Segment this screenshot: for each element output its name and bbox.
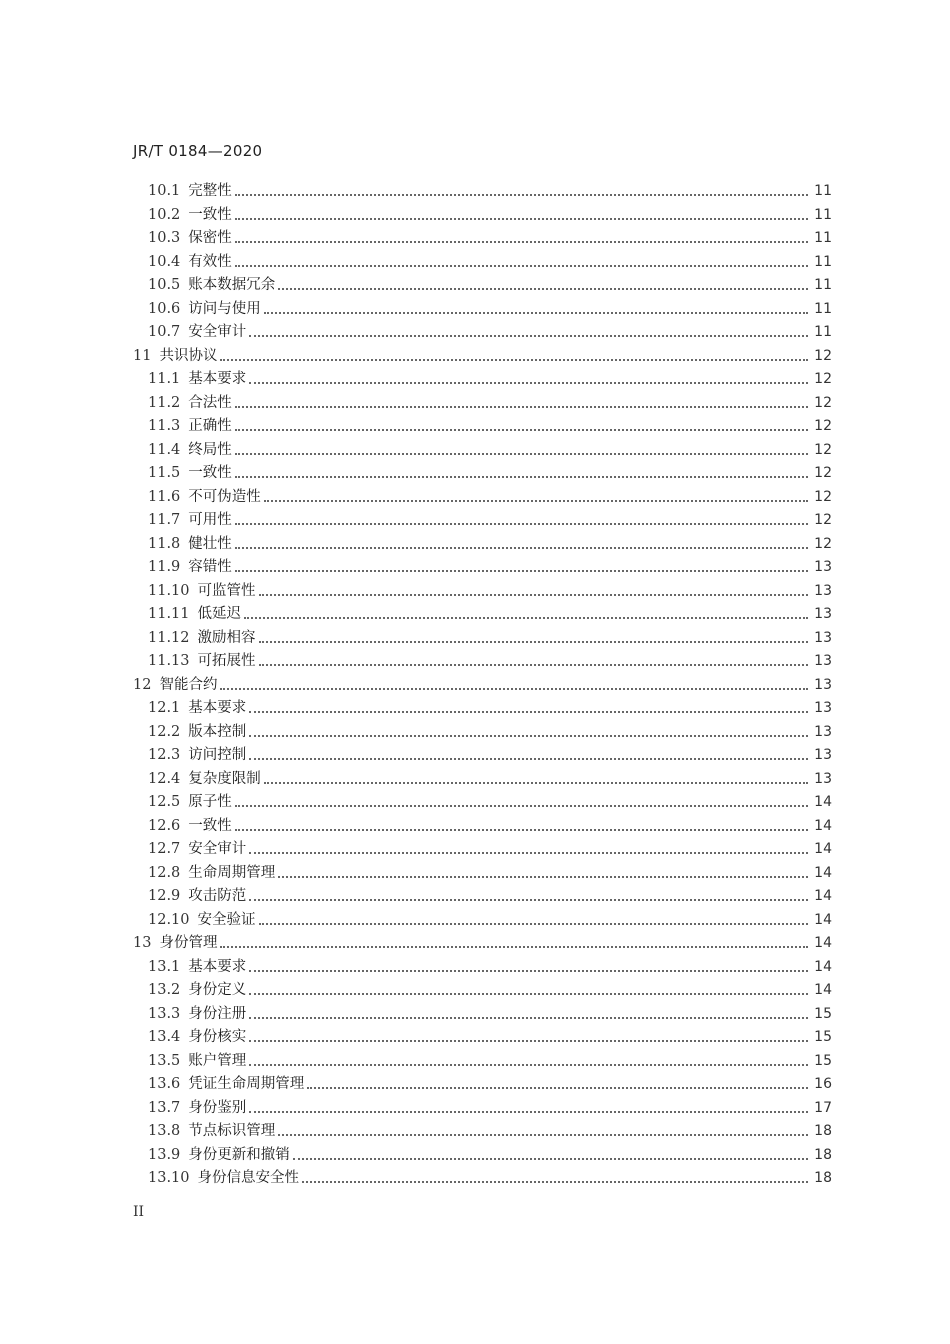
toc-entry[interactable] bbox=[0, 627, 950, 649]
toc-entry-title: 基本要求 bbox=[188, 371, 247, 387]
toc-entry-page: 12 bbox=[814, 488, 832, 505]
toc-entry[interactable] bbox=[0, 768, 950, 790]
toc-leader-dots bbox=[249, 1040, 808, 1042]
toc-entry-page: 14 bbox=[814, 794, 832, 810]
toc-leader-dots bbox=[235, 453, 808, 455]
toc-entry-number: 11.1 bbox=[148, 371, 181, 387]
toc-entry-title: 攻击防范 bbox=[188, 888, 247, 904]
toc-entry-number: 11.4 bbox=[148, 441, 181, 458]
toc-entry-title: 基本要求 bbox=[188, 958, 247, 975]
toc-entry-number: 13.1 bbox=[148, 958, 181, 975]
toc-entry-page: 11 bbox=[814, 253, 832, 270]
toc-entry-page: 12 bbox=[814, 394, 832, 411]
toc-entry-title: 访问控制 bbox=[188, 747, 247, 763]
toc-entry-title: 不可伪造性 bbox=[188, 488, 261, 505]
toc-entry-title: 共识协议 bbox=[159, 347, 218, 364]
toc-leader-dots bbox=[264, 782, 808, 784]
toc-entry-page: 13 bbox=[814, 723, 832, 740]
toc-entry-title: 可用性 bbox=[188, 512, 232, 528]
toc-entry-number: 12.5 bbox=[148, 794, 181, 810]
toc-entry-number: 12.2 bbox=[148, 723, 181, 740]
toc-leader-dots bbox=[220, 359, 808, 361]
toc-entry-number: 13.4 bbox=[148, 1029, 181, 1045]
toc-entry-page: 18 bbox=[814, 1170, 832, 1186]
toc-entry[interactable] bbox=[0, 392, 950, 414]
toc-leader-dots bbox=[235, 241, 808, 243]
toc-entry-number: 12.3 bbox=[148, 747, 181, 763]
toc-entry-number: 10.7 bbox=[148, 324, 181, 340]
toc-leader-dots bbox=[259, 594, 808, 596]
toc-leader-dots bbox=[249, 1064, 808, 1066]
toc-entry[interactable] bbox=[0, 956, 950, 978]
toc-entry-page: 14 bbox=[814, 864, 832, 881]
toc-entry-title: 身份管理 bbox=[159, 935, 218, 951]
toc-leader-dots bbox=[259, 923, 808, 925]
toc-entry[interactable] bbox=[0, 1167, 950, 1189]
toc-entry[interactable] bbox=[0, 204, 950, 226]
toc-entry-title: 激励相容 bbox=[197, 629, 256, 646]
toc-entry[interactable] bbox=[0, 932, 950, 954]
toc-entry-title: 版本控制 bbox=[188, 723, 247, 740]
toc-entry-number: 11.10 bbox=[148, 582, 190, 599]
toc-leader-dots bbox=[249, 970, 808, 972]
toc-entry[interactable] bbox=[0, 509, 950, 531]
toc-entry-page: 12 bbox=[814, 371, 832, 387]
toc-entry-title: 账户管理 bbox=[188, 1052, 247, 1069]
toc-entry-title: 智能合约 bbox=[159, 676, 218, 693]
toc-entry-number: 11.3 bbox=[148, 418, 181, 434]
toc-entry-number: 10.2 bbox=[148, 206, 181, 223]
toc-entry[interactable] bbox=[0, 274, 950, 296]
toc-entry-title: 复杂度限制 bbox=[188, 770, 261, 787]
toc-entry-title: 一致性 bbox=[188, 206, 232, 223]
toc-leader-dots bbox=[264, 500, 808, 502]
toc-entry-page: 13 bbox=[814, 559, 832, 575]
toc-entry-page: 15 bbox=[814, 1029, 832, 1045]
toc-entry-number: 12.1 bbox=[148, 700, 181, 716]
toc-leader-dots bbox=[278, 876, 808, 878]
toc-entry-title: 完整性 bbox=[188, 183, 232, 199]
toc-leader-dots bbox=[259, 641, 808, 643]
toc-leader-dots bbox=[249, 852, 808, 854]
toc-leader-dots bbox=[235, 265, 808, 267]
toc-leader-dots bbox=[249, 735, 808, 737]
toc-entry[interactable] bbox=[0, 697, 950, 719]
toc-entry-page: 11 bbox=[814, 300, 832, 317]
toc-entry-number: 12.6 bbox=[148, 817, 181, 834]
toc-entry-page: 14 bbox=[814, 958, 832, 975]
toc-entry[interactable] bbox=[0, 1050, 950, 1072]
toc-leader-dots bbox=[249, 382, 808, 384]
toc-entry[interactable] bbox=[0, 227, 950, 249]
toc-entry[interactable] bbox=[0, 251, 950, 273]
toc-entry-title: 身份注册 bbox=[188, 1005, 247, 1022]
toc-entry-title: 访问与使用 bbox=[188, 300, 261, 317]
toc-entry-page: 13 bbox=[814, 653, 832, 669]
toc-leader-dots bbox=[249, 1111, 808, 1113]
toc-entry-number: 13.7 bbox=[148, 1099, 181, 1116]
toc-entry[interactable] bbox=[0, 744, 950, 766]
toc-leader-dots bbox=[249, 1017, 808, 1019]
toc-entry-page: 17 bbox=[814, 1099, 832, 1116]
toc-leader-dots bbox=[244, 617, 808, 619]
toc-entry-title: 节点标识管理 bbox=[188, 1123, 276, 1139]
toc-entry-number: 11.9 bbox=[148, 559, 181, 575]
toc-entry-number: 13.2 bbox=[148, 982, 181, 998]
toc-entry-number: 13.3 bbox=[148, 1005, 181, 1022]
toc-entry-number: 11.6 bbox=[148, 488, 181, 505]
toc-entry-number: 10.3 bbox=[148, 230, 181, 246]
toc-entry-page: 18 bbox=[814, 1146, 832, 1163]
toc-leader-dots bbox=[235, 194, 808, 196]
toc-entry-number: 13.6 bbox=[148, 1076, 181, 1092]
toc-entry-number: 11.13 bbox=[148, 653, 190, 669]
toc-entry-page: 11 bbox=[814, 206, 832, 223]
toc-leader-dots bbox=[302, 1181, 808, 1183]
page-number: II bbox=[133, 1204, 145, 1220]
toc-leader-dots bbox=[249, 335, 808, 337]
toc-entry-page: 12 bbox=[814, 347, 832, 364]
toc-entry-number: 13.8 bbox=[148, 1123, 181, 1139]
toc-entry-title: 原子性 bbox=[188, 794, 232, 810]
toc-entry-title: 容错性 bbox=[188, 559, 232, 575]
toc-entry[interactable] bbox=[0, 603, 950, 625]
toc-entry-number: 10.5 bbox=[148, 277, 181, 293]
toc-leader-dots bbox=[235, 570, 808, 572]
toc-entry-page: 13 bbox=[814, 606, 832, 622]
toc-entry-title: 可拓展性 bbox=[197, 653, 256, 669]
toc-entry-title: 一致性 bbox=[188, 817, 232, 834]
toc-leader-dots bbox=[278, 288, 808, 290]
toc-entry[interactable] bbox=[0, 1003, 950, 1025]
toc-entry[interactable] bbox=[0, 1073, 950, 1095]
toc-entry-page: 12 bbox=[814, 535, 832, 552]
toc-entry-title: 合法性 bbox=[188, 394, 232, 411]
toc-entry-number: 10.1 bbox=[148, 183, 181, 199]
toc-leader-dots bbox=[235, 429, 808, 431]
toc-leader-dots bbox=[235, 805, 808, 807]
toc-entry-page: 15 bbox=[814, 1052, 832, 1069]
toc-leader-dots bbox=[293, 1158, 808, 1160]
toc-entry[interactable] bbox=[0, 462, 950, 484]
toc-entry[interactable] bbox=[0, 486, 950, 508]
toc-leader-dots bbox=[235, 476, 808, 478]
toc-entry-number: 12.7 bbox=[148, 841, 181, 857]
toc-entry[interactable] bbox=[0, 345, 950, 367]
toc-entry-title: 基本要求 bbox=[188, 700, 247, 716]
toc-entry-number: 12.9 bbox=[148, 888, 181, 904]
toc-leader-dots bbox=[249, 899, 808, 901]
toc-entry-number: 11.11 bbox=[148, 606, 190, 622]
toc-entry-page: 14 bbox=[814, 935, 832, 951]
toc-entry-page: 13 bbox=[814, 770, 832, 787]
toc-entry[interactable] bbox=[0, 650, 950, 672]
toc-leader-dots bbox=[249, 993, 808, 995]
toc-entry[interactable] bbox=[0, 439, 950, 461]
toc-entry[interactable] bbox=[0, 1026, 950, 1048]
toc-entry-page: 13 bbox=[814, 676, 832, 693]
toc-entry-page: 13 bbox=[814, 700, 832, 716]
toc-entry[interactable] bbox=[0, 815, 950, 837]
toc-leader-dots bbox=[259, 664, 808, 666]
toc-entry[interactable] bbox=[0, 415, 950, 437]
toc-entry-number: 13.5 bbox=[148, 1052, 181, 1069]
toc-entry[interactable] bbox=[0, 556, 950, 578]
toc-entry-number: 12.8 bbox=[148, 864, 181, 881]
toc-entry-title: 健壮性 bbox=[188, 535, 232, 552]
toc-entry-title: 正确性 bbox=[188, 418, 232, 434]
toc-entry[interactable] bbox=[0, 674, 950, 696]
toc-entry-title: 有效性 bbox=[188, 253, 232, 270]
toc-leader-dots bbox=[235, 406, 808, 408]
toc-leader-dots bbox=[249, 758, 808, 760]
toc-entry-number: 11.5 bbox=[148, 465, 181, 481]
toc-entry-page: 13 bbox=[814, 747, 832, 763]
toc-entry-title: 安全验证 bbox=[197, 911, 256, 928]
toc-entry[interactable] bbox=[0, 580, 950, 602]
toc-leader-dots bbox=[278, 1134, 808, 1136]
toc-entry[interactable] bbox=[0, 321, 950, 343]
toc-entry-title: 账本数据冗余 bbox=[188, 277, 276, 293]
toc-leader-dots bbox=[235, 523, 808, 525]
toc-entry-page: 14 bbox=[814, 982, 832, 998]
toc-leader-dots bbox=[220, 946, 808, 948]
toc-entry-page: 13 bbox=[814, 629, 832, 646]
toc-entry-title: 身份定义 bbox=[188, 982, 247, 998]
toc-entry-number: 11.12 bbox=[148, 629, 190, 646]
toc-entry[interactable] bbox=[0, 885, 950, 907]
toc-entry-title: 可监管性 bbox=[197, 582, 256, 599]
toc-entry-title: 安全审计 bbox=[188, 324, 247, 340]
toc-entry-page: 14 bbox=[814, 911, 832, 928]
toc-entry-page: 15 bbox=[814, 1005, 832, 1022]
toc-entry-number: 11.2 bbox=[148, 394, 181, 411]
toc-entry-title: 身份核实 bbox=[188, 1029, 247, 1045]
toc-entry-page: 12 bbox=[814, 441, 832, 458]
toc-entry-page: 16 bbox=[814, 1076, 832, 1092]
toc-entry-number: 13.10 bbox=[148, 1170, 190, 1186]
toc-entry-page: 11 bbox=[814, 277, 832, 293]
toc-entry-title: 低延迟 bbox=[197, 606, 242, 622]
toc-entry[interactable] bbox=[0, 838, 950, 860]
toc-leader-dots bbox=[235, 547, 808, 549]
toc-entry-page: 13 bbox=[814, 582, 832, 599]
toc-entry[interactable] bbox=[0, 979, 950, 1001]
toc-entry-page: 11 bbox=[814, 324, 832, 340]
toc-entry-number: 12 bbox=[133, 676, 152, 693]
toc-entry[interactable] bbox=[0, 1144, 950, 1166]
toc-entry-page: 11 bbox=[814, 183, 832, 199]
toc-entry[interactable] bbox=[0, 1097, 950, 1119]
toc-entry-number: 11.8 bbox=[148, 535, 181, 552]
toc-entry[interactable] bbox=[0, 909, 950, 931]
toc-entry-page: 12 bbox=[814, 512, 832, 528]
toc-entry[interactable] bbox=[0, 368, 950, 390]
toc-leader-dots bbox=[235, 218, 808, 220]
toc-entry-number: 13.9 bbox=[148, 1146, 181, 1163]
toc-entry-title: 终局性 bbox=[188, 441, 232, 458]
toc-entry-title: 保密性 bbox=[188, 230, 232, 246]
document-code: JR/T 0184—2020 bbox=[133, 142, 263, 160]
toc-leader-dots bbox=[220, 688, 808, 690]
toc-entry-number: 10.6 bbox=[148, 300, 181, 317]
toc-entry-page: 18 bbox=[814, 1123, 832, 1139]
toc-entry-number: 12.10 bbox=[148, 911, 190, 928]
toc-entry-title: 身份鉴别 bbox=[188, 1099, 247, 1116]
toc-entry[interactable] bbox=[0, 298, 950, 320]
toc-entry[interactable] bbox=[0, 791, 950, 813]
toc-entry-title: 凭证生命周期管理 bbox=[188, 1076, 305, 1092]
toc-leader-dots bbox=[264, 312, 808, 314]
toc-entry-page: 14 bbox=[814, 888, 832, 904]
toc-entry-number: 13 bbox=[133, 935, 152, 951]
toc-entry-title: 安全审计 bbox=[188, 841, 247, 857]
toc-entry-page: 12 bbox=[814, 418, 832, 434]
toc-leader-dots bbox=[307, 1087, 808, 1089]
toc-entry-number: 12.4 bbox=[148, 770, 181, 787]
toc-entry[interactable] bbox=[0, 721, 950, 743]
toc-entry-title: 身份更新和撤销 bbox=[188, 1146, 290, 1163]
toc-entry-page: 14 bbox=[814, 841, 832, 857]
toc-entry[interactable] bbox=[0, 180, 950, 202]
toc-entry[interactable] bbox=[0, 533, 950, 555]
toc-entry-number: 11.7 bbox=[148, 512, 181, 528]
toc-entry-page: 12 bbox=[814, 465, 832, 481]
toc-entry-number: 11 bbox=[133, 347, 152, 364]
toc-leader-dots bbox=[235, 829, 808, 831]
toc-entry-title: 身份信息安全性 bbox=[197, 1170, 300, 1186]
toc-entry[interactable] bbox=[0, 1120, 950, 1142]
toc-entry-title: 生命周期管理 bbox=[188, 864, 276, 881]
toc-leader-dots bbox=[249, 711, 808, 713]
toc-entry-number: 10.4 bbox=[148, 253, 181, 270]
toc-entry-page: 11 bbox=[814, 230, 832, 246]
toc-entry-page: 14 bbox=[814, 817, 832, 834]
toc-entry-title: 一致性 bbox=[188, 465, 232, 481]
toc-entry[interactable] bbox=[0, 862, 950, 884]
